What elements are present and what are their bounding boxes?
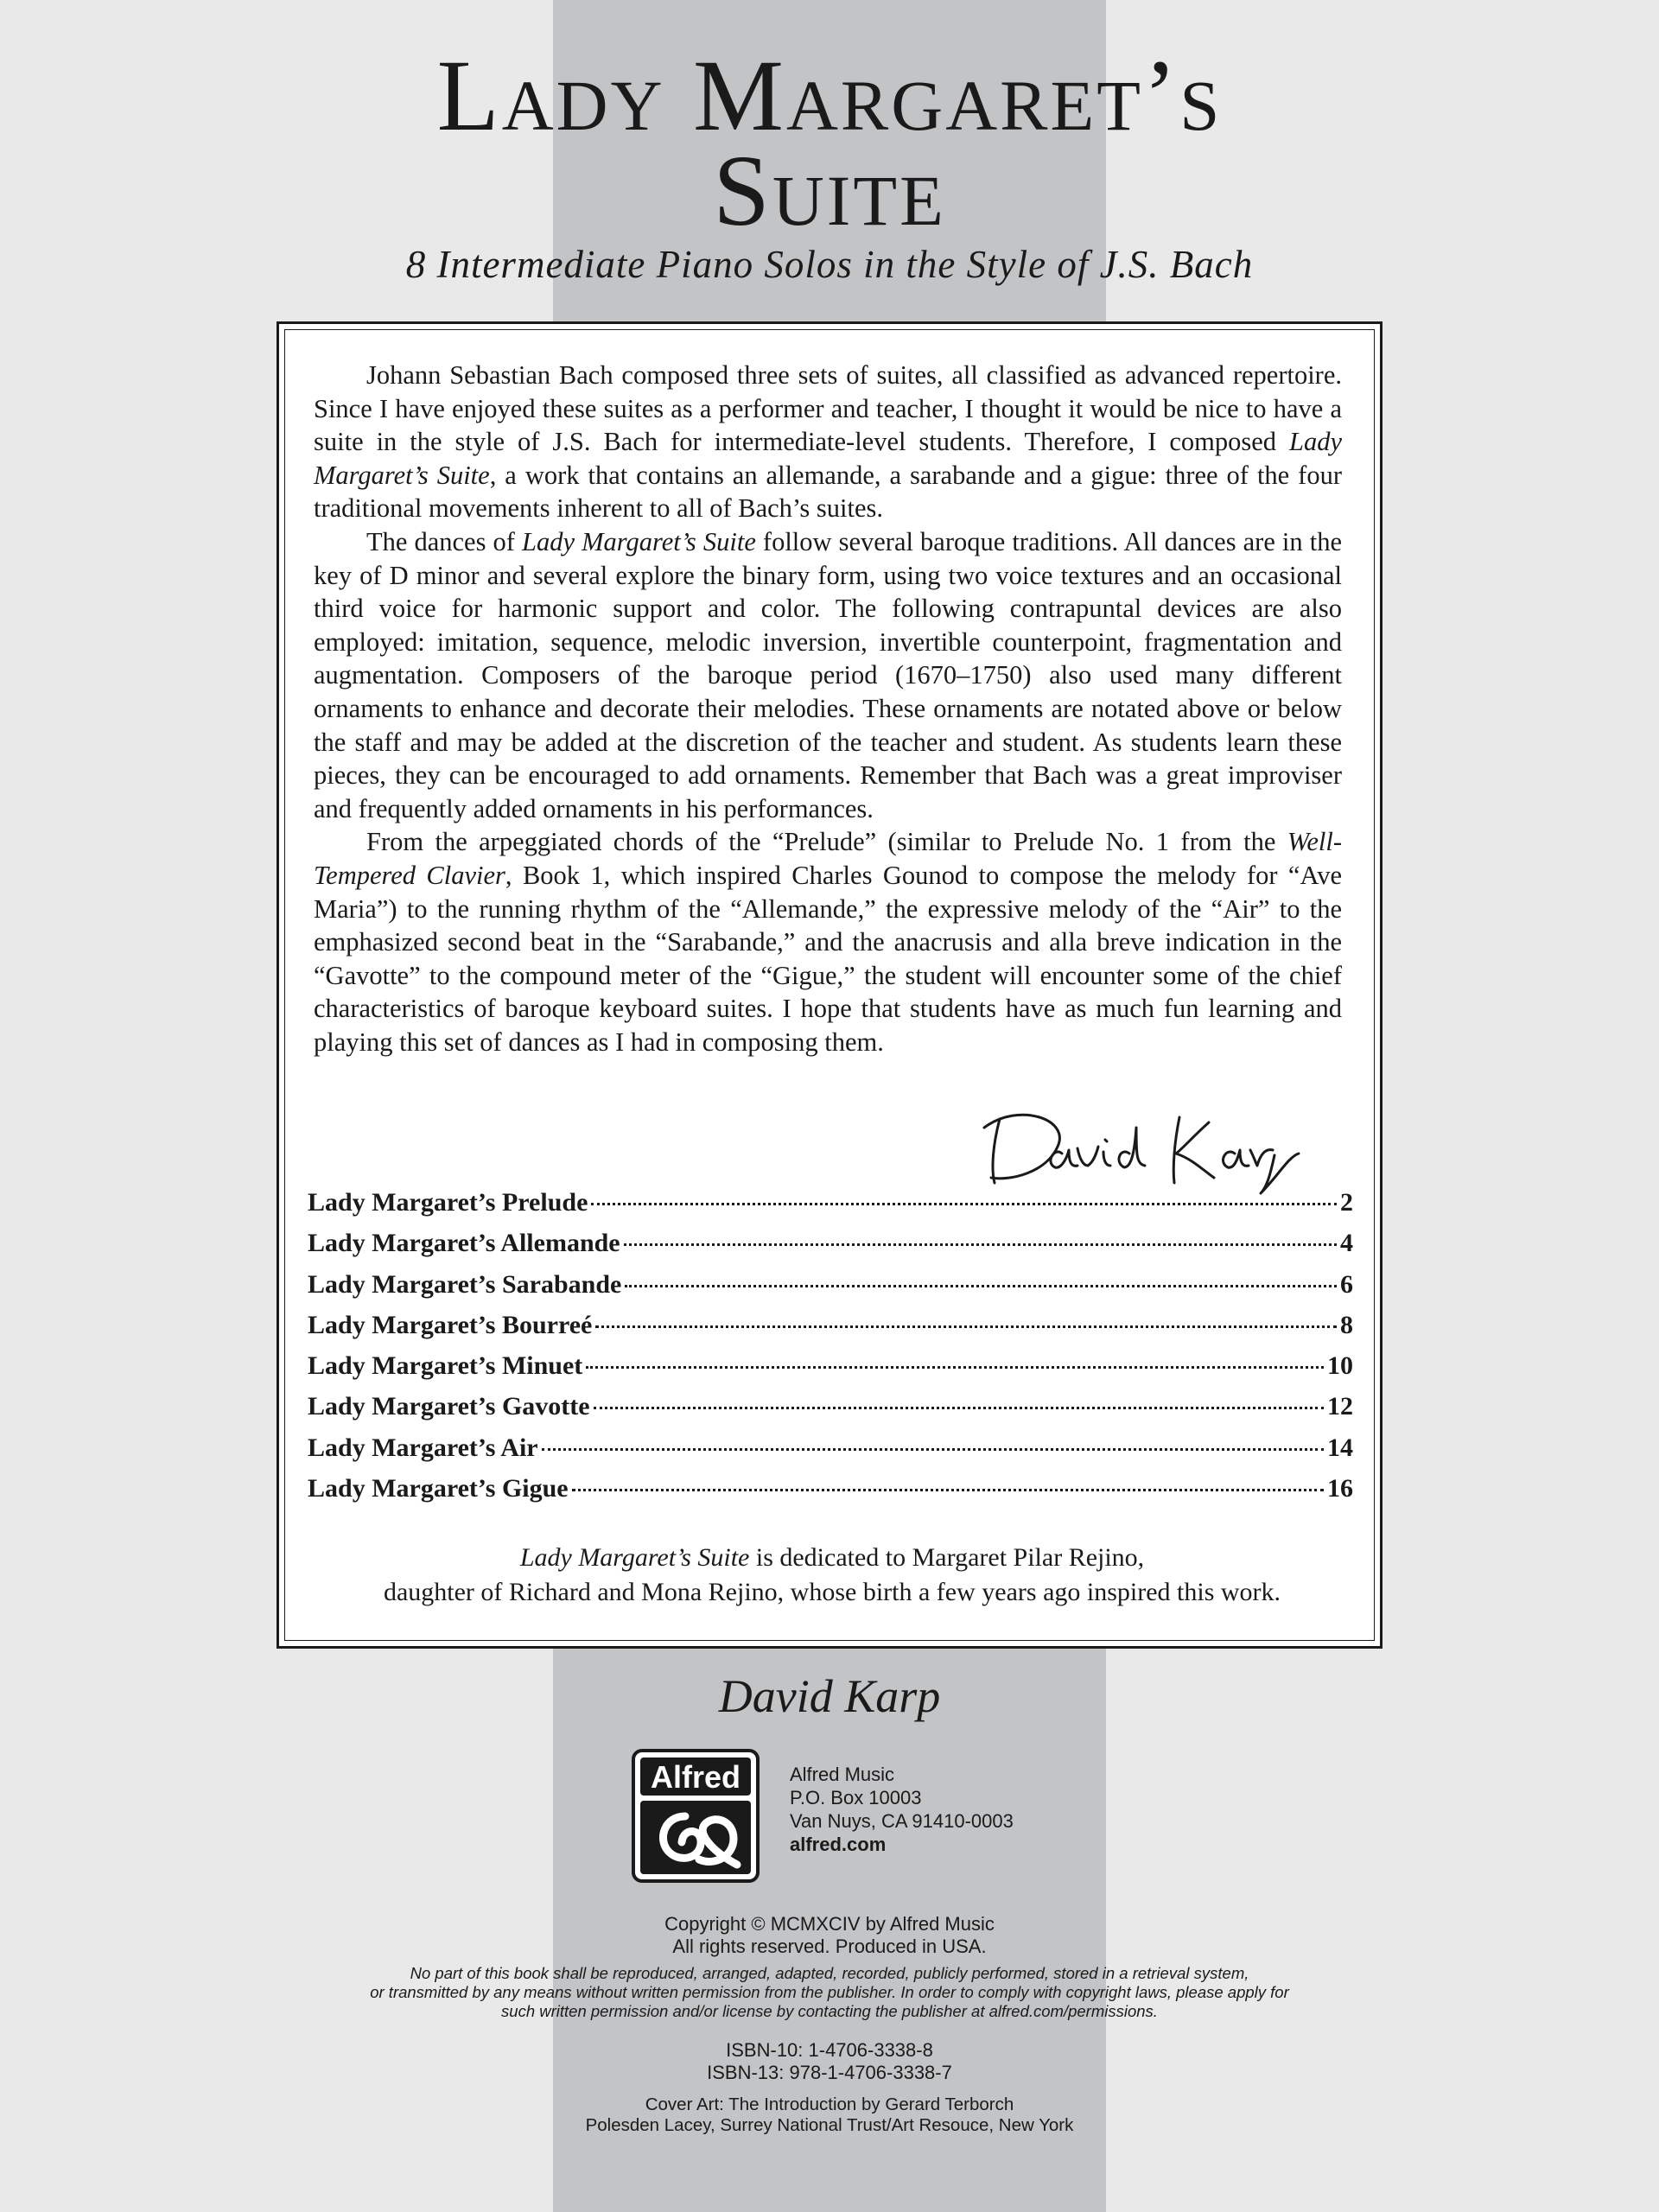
publisher-info: Alfred Music P.O. Box 10003 Van Nuys, CA 91410-0003 alfred.com xyxy=(790,1764,1014,1855)
table-of-contents xyxy=(308,1188,1353,1515)
isbn-numbers: ISBN-10: 1-4706-3338-8 ISBN-13: 978-1-4706-3338-7 xyxy=(707,2039,952,2083)
intro-paragraph-3: From the arpeggiated chords of the “Prelude” (similar to Prelude No. 1 from the Well-Tempered Clavier, Book 1, which inspired Charles Gounod to compose the melody for “Ave Maria”) to the running rhythm of the “Allemande,” the expressive melody of the “Air” to the emphasized second beat in the “Sarabande,” and the anacrusis and alla breve indication in the “Gavotte” to the compound meter of the “Gigue,” the student will encounter some of the chief characteristics of baroque keyboard suites. I hope that students have as much fun learning and playing this set of dances as I had in composing them. xyxy=(314,827,1342,1057)
intro-paragraph-2: The dances of Lady Margaret’s Suite follow several baroque traditions. All dances are in the key of D minor and several explore the binary form, using two voice textures and an occasional third voice for harmonic support and color. The following contrapuntal devices are also employed: imitation, sequence, melodic inversion, invertible counterpoint, fragmentation and augmentation. Composers of the baroque period (1670–1750) also used many different ornaments to enhance and decorate their melodies. These ornaments are notated above or below the staff and may be added at the discretion of the teacher and student. As students learn these pieces, they can be encouraged to add ornaments. Remember that Bach was a great improviser and frequently added ornaments in his performances. xyxy=(314,526,1342,823)
svg-text:Alfred: Alfred xyxy=(650,1759,741,1795)
toc-row: Lady Margaret’s Minuet 10 xyxy=(308,1351,1353,1381)
signature xyxy=(976,1093,1304,1197)
dot-leader xyxy=(586,1366,1324,1369)
page-title-line-2: Suite xyxy=(713,134,946,247)
dot-leader xyxy=(595,1325,1337,1328)
dot-leader xyxy=(625,1285,1337,1287)
subtitle: 8 Intermediate Piano Solos in the Style of J.S. Bach xyxy=(405,243,1254,286)
author-name: David Karp xyxy=(718,1670,941,1722)
toc-row: Lady Margaret’s Prelude 2 xyxy=(308,1188,1353,1217)
intro-paragraph-1: Johann Sebastian Bach composed three sets of suites, all classified as advanced repertoire. Since I have enjoyed these suites as a performer and teacher, I thought it would be nice to have a suite in the style of J.S. Bach for intermediate-level students. Therefore, I composed Lady Margaret’s Suite, a work that contains an allemande, a sarabande and a gigue: three of the four traditional movements inherent to all of Bach’s suites. xyxy=(314,360,1342,524)
toc-row: Lady Margaret’s Bourreé 8 xyxy=(308,1310,1353,1339)
dot-leader xyxy=(591,1203,1337,1205)
toc-row: Lady Margaret’s Sarabande 6 xyxy=(308,1269,1353,1299)
copyright: Copyright © MCMXCIV by Alfred Music All rights reserved. Produced in USA. xyxy=(664,1913,995,1957)
toc-row: Lady Margaret’s Gavotte 12 xyxy=(308,1392,1353,1421)
toc-row: Lady Margaret’s Air 14 xyxy=(308,1433,1353,1462)
legal-notice: No part of this book shall be reproduced, arranged, adapted, recorded, publicly performed, stored in a retrieval system, or transmitted by any means without written permission from the publisher. In order to comply with copyright laws, please apply for such written permission and/or license by contacting the publisher at alfred.com/permissions. xyxy=(370,1964,1289,2020)
publisher-website: alfred.com xyxy=(790,1834,887,1855)
dot-leader xyxy=(542,1448,1324,1451)
introduction-text xyxy=(314,359,1342,1058)
toc-row: Lady Margaret’s Allemande 4 xyxy=(308,1229,1353,1258)
alfred-logo xyxy=(632,1749,760,1883)
dot-leader xyxy=(572,1489,1324,1491)
dot-leader xyxy=(624,1243,1337,1246)
toc-row: Lady Margaret’s Gigue 16 xyxy=(308,1474,1353,1503)
dot-leader xyxy=(594,1407,1324,1409)
page-title-line-1: Lady Margaret’s xyxy=(436,39,1223,152)
cover-art-credit: Cover Art: The Introduction by Gerard Terborch Polesden Lacey, Surrey National Trust/Art Resouce, New York xyxy=(585,2094,1074,2135)
content-panel xyxy=(276,321,1382,1649)
dedication: Lady Margaret’s Suite is dedicated to Margaret Pilar Rejino, daughter of Richard and Mona Rejino, whose birth a few years ago inspired this work. xyxy=(383,1543,1281,1606)
